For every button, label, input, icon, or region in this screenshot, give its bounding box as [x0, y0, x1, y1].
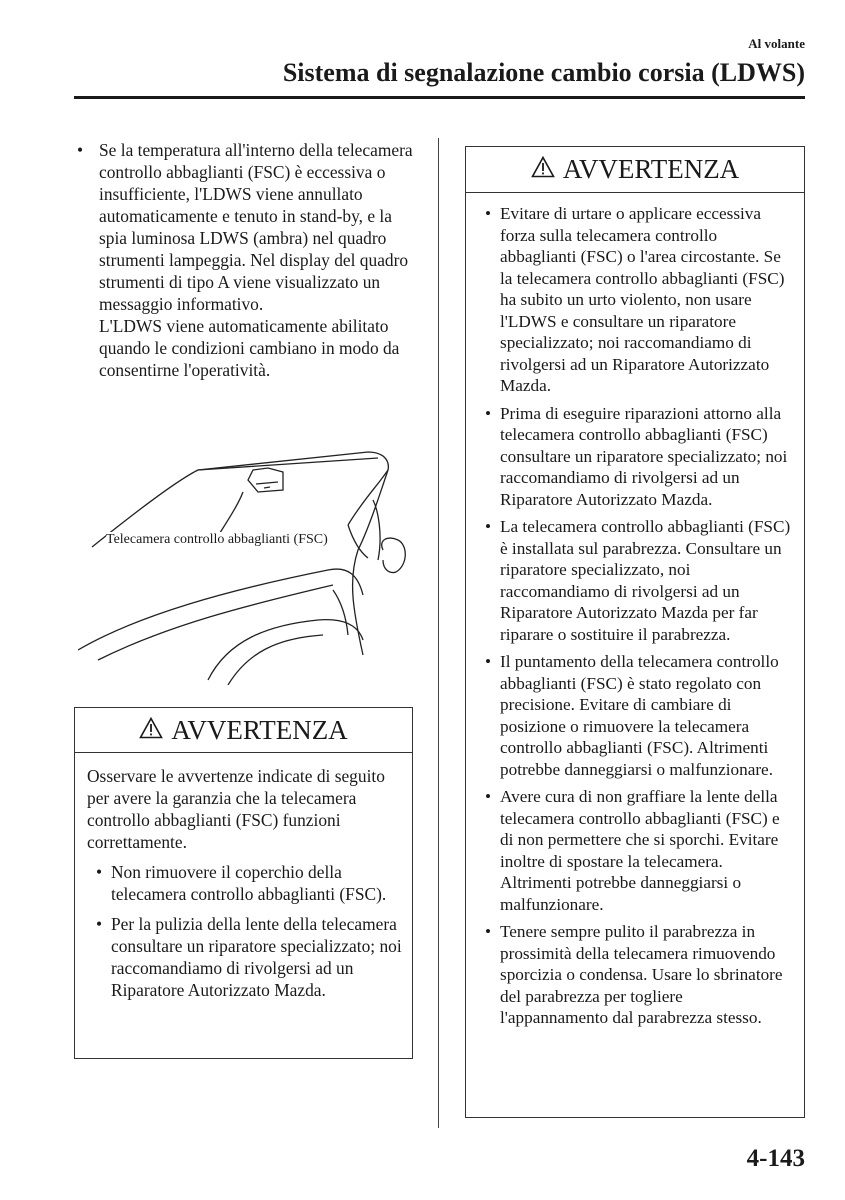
- bullet-marker: •: [95, 862, 103, 882]
- list-item-text: Evitare di urtare o applicare eccessiva forza sulla telecamera controllo abbaglianti (FSC) o l'area circostante. Se la telecamera controllo abbaglianti (FSC) ha subito un urto violento, non usare l'LDWS e consultare un riparatore specializzato; noi raccomandiamo di rivolgersi ad un Riparatore Autorizzato Mazda.: [500, 204, 785, 395]
- warning-heading-text: AVVERTENZA: [171, 714, 348, 745]
- list-item-text: Il puntamento della telecamera controllo abbaglianti (FSC) è stato regolato con precisione. Evitare di cambiare di posizione o rimuovere la telecamera controllo abbaglianti (FSC). Altrimenti potrebbe danneggiarsi o malfunzionare.: [500, 652, 779, 779]
- warning-list: [87, 861, 402, 1001]
- warning-list: [476, 203, 794, 1029]
- warning-body: [466, 193, 804, 1029]
- title-divider: [74, 96, 805, 99]
- list-item: [476, 403, 794, 511]
- list-item: [87, 861, 402, 905]
- windshield-camera-illustration: [78, 440, 414, 685]
- warning-heading: [466, 147, 804, 193]
- warning-box-right: [465, 146, 805, 1118]
- warning-heading-text: AVVERTENZA: [562, 154, 740, 184]
- section-label: Al volante: [748, 36, 805, 51]
- list-item: [476, 651, 794, 780]
- bullet-marker: •: [484, 652, 492, 671]
- warning-intro: Osservare le avvertenze indicate di seguito per avere la garanzia che la telecamera controllo abbaglianti (FSC) funzioni correttamente.: [87, 766, 385, 852]
- list-item: [476, 516, 794, 645]
- page-title: Sistema di segnalazione cambio corsia (LDWS): [282, 58, 805, 87]
- list-item-text: Per la pulizia della lente della telecamera consultare un riparatore specializzato; noi raccomandiamo di rivolgersi ad un Riparatore Autorizzato Mazda.: [111, 914, 402, 1000]
- camera-callout-label: Telecamera controllo abbaglianti (FSC): [106, 532, 328, 547]
- list-item-text: Prima di eseguire riparazioni attorno alla telecamera controllo abbaglianti (FSC) consultare un riparatore specializzato; noi raccomandiamo di rivolgersi ad un Riparatore Autorizzato Mazda.: [500, 403, 788, 509]
- paragraph: Se la temperatura all'interno della telecamera controllo abbaglianti (FSC) è eccessiva o insufficiente, l'LDWS viene annullato automaticamente e tenuto in stand-by, e la spia luminosa LDWS (ambra) nel quadro strumenti lampeggia. Nel display del quadro strumenti di tipo A viene visualizzato un messaggio informativo.: [99, 140, 413, 314]
- warning-box-left: [74, 707, 413, 1059]
- list-item-text: Tenere sempre pulito il parabrezza in prossimità della telecamera rimuovendo sporcizia o condensa. Usare lo sbrinatore del parabrezza per togliere l'appannamento dal parabrezza stesso.: [500, 922, 783, 1027]
- page-number: 4-143: [746, 1145, 805, 1172]
- list-item: [476, 203, 794, 397]
- bullet-marker: •: [484, 204, 492, 223]
- bullet-marker: •: [484, 403, 492, 423]
- bullet-marker: •: [484, 787, 492, 806]
- bullet-text: [99, 139, 415, 381]
- bullet-marker: •: [77, 140, 84, 160]
- warning-triangle-icon: [139, 715, 163, 746]
- bullet-marker: •: [484, 922, 492, 941]
- column-divider: [438, 138, 439, 1128]
- list-item: [476, 786, 794, 915]
- list-item: [75, 139, 415, 381]
- warning-body: [75, 753, 412, 1001]
- warning-triangle-icon: [531, 154, 555, 185]
- list-item: [87, 913, 402, 1001]
- warning-heading: [75, 708, 412, 753]
- list-item: [476, 921, 794, 1029]
- list-item-text: Non rimuovere il coperchio della telecamera controllo abbaglianti (FSC).: [111, 862, 387, 904]
- car-windshield-drawing: [78, 440, 414, 685]
- bullet-marker: •: [95, 914, 103, 934]
- bullet-marker: •: [484, 517, 492, 536]
- left-column-text: [75, 139, 415, 381]
- paragraph: L'LDWS viene automaticamente abilitato quando le condizioni cambiano in modo da consentirne l'operatività.: [99, 316, 400, 380]
- list-item-text: Avere cura di non graffiare la lente della telecamera controllo abbaglianti (FSC) e di non permettere che si sporchi. Evitare inoltre di spostare la telecamera. Altrimenti potrebbe danneggiarsi o malfunzionare.: [500, 787, 780, 914]
- list-item-text: La telecamera controllo abbaglianti (FSC) è installata sul parabrezza. Consultare un riparatore specializzato, noi raccomandiamo di rivolgersi ad un Riparatore Autorizzato Mazda per far riparare o sostituire il parabrezza.: [500, 517, 791, 644]
